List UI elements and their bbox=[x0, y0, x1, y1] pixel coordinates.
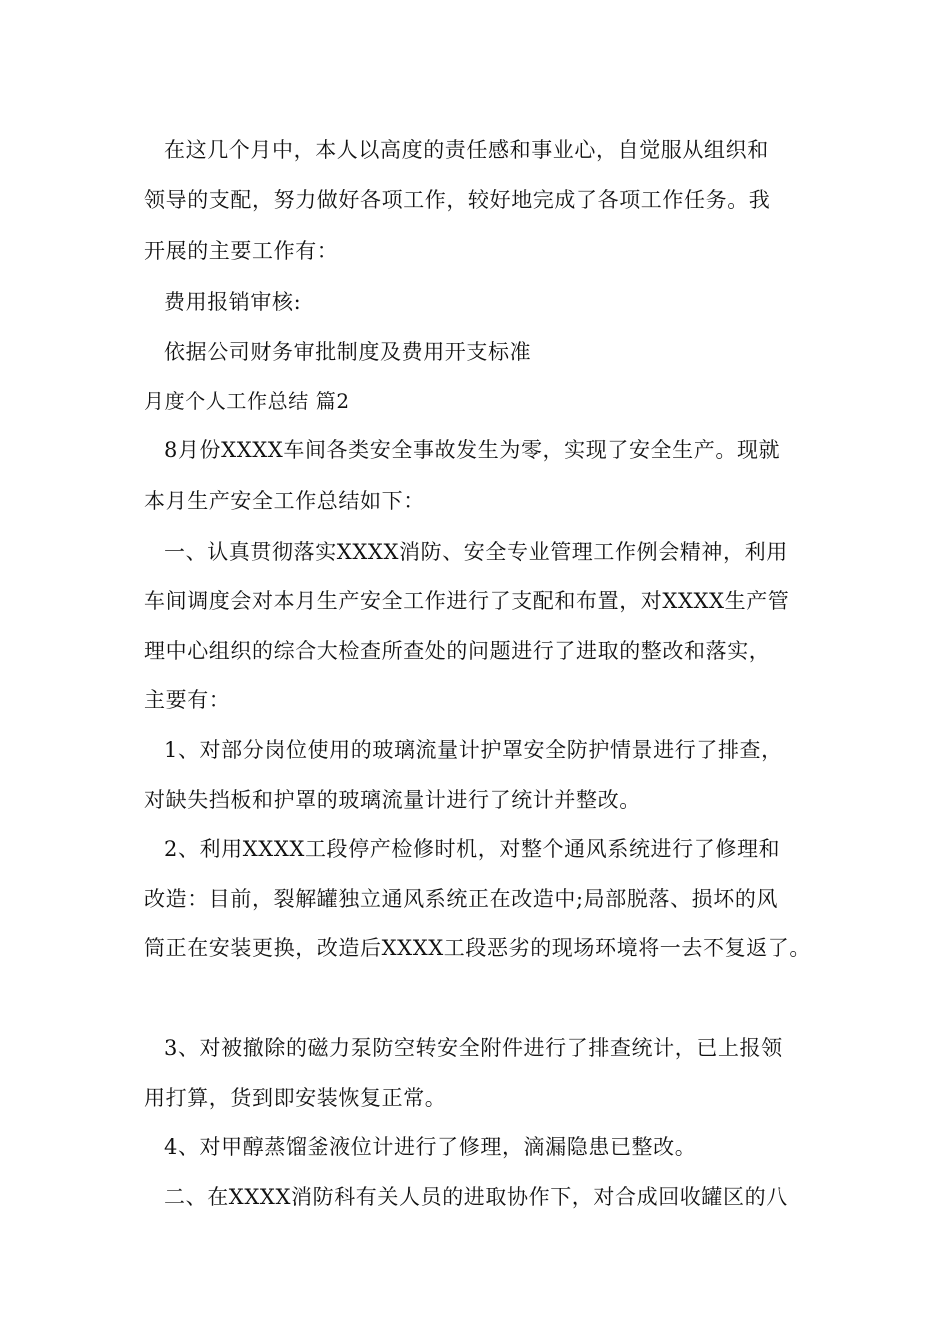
paragraph-line: 筒正在安装更换，改造后XXXX工段恶劣的现场环境将一去不复返了。 bbox=[144, 936, 811, 960]
paragraph-line: 3、对被撤除的磁力泵防空转安全附件进行了排查统计，已上报领 bbox=[164, 1036, 783, 1060]
paragraph-line: 改造：目前，裂解罐独立通风系统正在改造中;局部脱落、损坏的风 bbox=[144, 887, 779, 911]
section-title: 月度个人工作总结 篇2 bbox=[144, 389, 350, 413]
paragraph-line: 二、在XXXX消防科有关人员的进取协作下，对合成回收罐区的八 bbox=[164, 1185, 788, 1209]
paragraph-line: 费用报销审核: bbox=[164, 290, 302, 314]
paragraph-line: 8月份XXXX车间各类安全事故发生为零，实现了安全生产。现就 bbox=[164, 438, 781, 462]
paragraph-line: 对缺失挡板和护罩的玻璃流量计进行了统计并整改。 bbox=[144, 788, 641, 812]
paragraph-line: 主要有： bbox=[144, 688, 231, 712]
paragraph-line: 2、利用XXXX工段停产检修时机，对整个通风系统进行了修理和 bbox=[164, 837, 781, 861]
paragraph-line: 在这几个月中，本人以高度的责任感和事业心，自觉服从组织和 bbox=[164, 138, 769, 162]
paragraph-line: 本月生产安全工作总结如下： bbox=[144, 489, 425, 513]
paragraph-line: 1、对部分岗位使用的玻璃流量计护罩安全防护情景进行了排查， bbox=[164, 738, 783, 762]
paragraph-line: 用打算，货到即安装恢复正常。 bbox=[144, 1086, 447, 1110]
paragraph-line: 领导的支配，努力做好各项工作，较好地完成了各项工作任务。我 bbox=[144, 188, 771, 212]
paragraph-line: 4、对甲醇蒸馏釜液位计进行了修理，滴漏隐患已整改。 bbox=[164, 1135, 697, 1159]
paragraph-line: 一、认真贯彻落实XXXX消防、安全专业管理工作例会精神，利用 bbox=[164, 540, 788, 564]
paragraph-line: 车间调度会对本月生产安全工作进行了支配和布置，对XXXX生产管 bbox=[144, 589, 790, 613]
paragraph-line: 开展的主要工作有： bbox=[144, 239, 339, 263]
paragraph-line: 依据公司财务审批制度及费用开支标准 bbox=[164, 340, 532, 364]
paragraph-line: 理中心组织的综合大检查所查处的问题进行了进取的整改和落实， bbox=[144, 639, 771, 663]
